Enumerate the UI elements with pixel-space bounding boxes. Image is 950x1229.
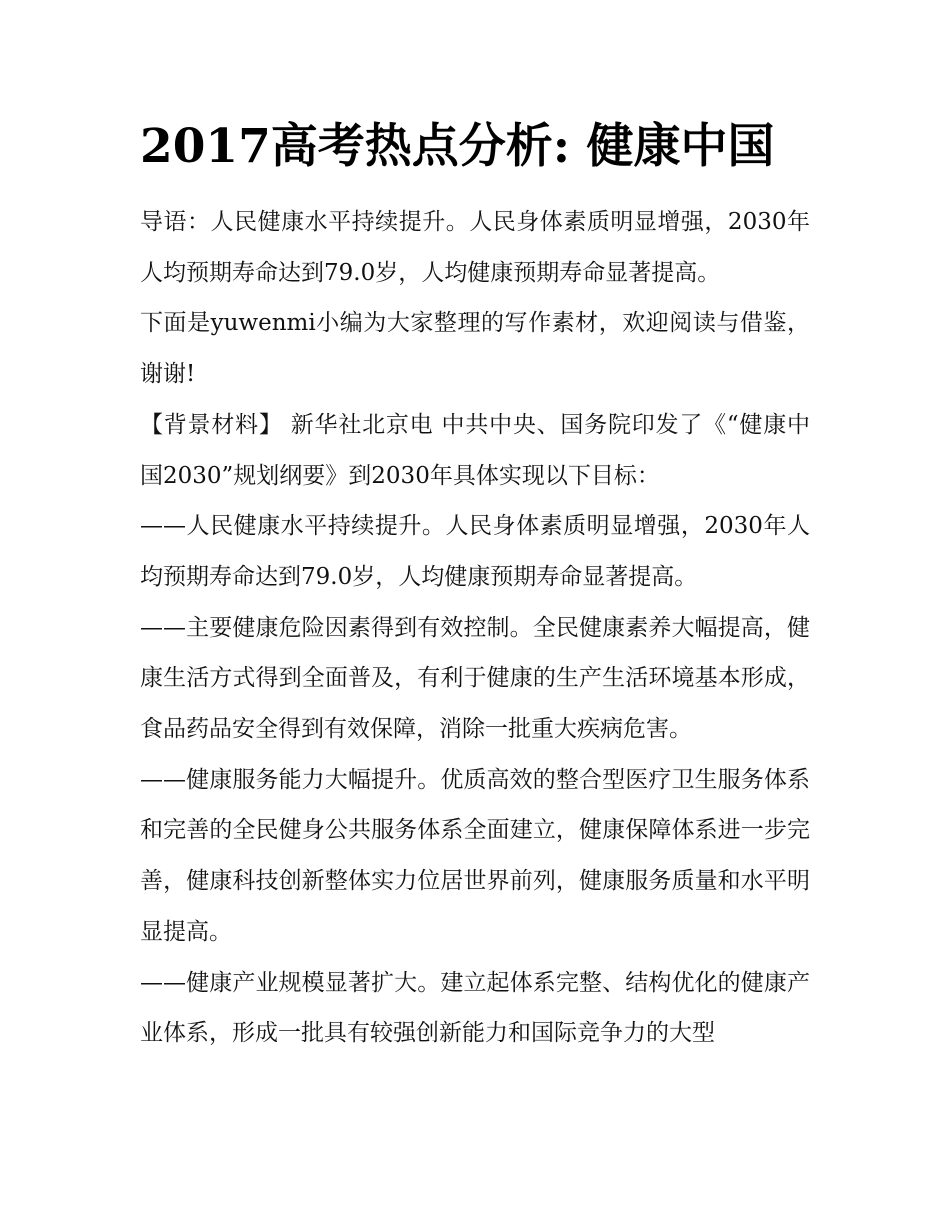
paragraph-goal-service-capacity: ——健康服务能力大幅提升。优质高效的整合型医疗卫生服务体系和完善的全民健身公共服务体系全面建立，健康保障体系进一步完善，健康科技创新整体实力位居世界前列，健康服务质量和水平明显提高。 [140,766,810,945]
document-title: 2017高考热点分析: 健康中国 [140,119,775,174]
paragraph-editor-note: 下面是yuwenmi小编为大家整理的写作素材，欢迎阅读与借鉴，谢谢! [140,310,810,388]
document-body [140,197,810,1059]
paragraph-goal-risk-control: ——主要健康危险因素得到有效控制。全民健康素养大幅提高，健康生活方式得到全面普及，有利于健康的生产生活环境基本形成，食品药品安全得到有效保障，消除一批重大疾病危害。 [140,614,810,743]
paragraph-intro: 导语：人民健康水平持续提升。人民身体素质明显增强，2030年人均预期寿命达到79.0岁，人均健康预期寿命显著提高。 [140,209,810,286]
paragraph-background: 【背景材料】 新华社北京电 中共中央、国务院印发了《“健康中国2030”规划纲要》到2030年具体实现以下目标： [140,411,810,489]
paragraph-goal-industry-scale: ——健康产业规模显著扩大。建立起体系完整、结构优化的健康产业体系，形成一批具有较强创新能力和国际竞争力的大型 [140,969,810,1047]
paragraph-goal-health-level: ——人民健康水平持续提升。人民身体素质明显增强，2030年人均预期寿命达到79.0岁，人均健康预期寿命显著提高。 [140,513,810,590]
